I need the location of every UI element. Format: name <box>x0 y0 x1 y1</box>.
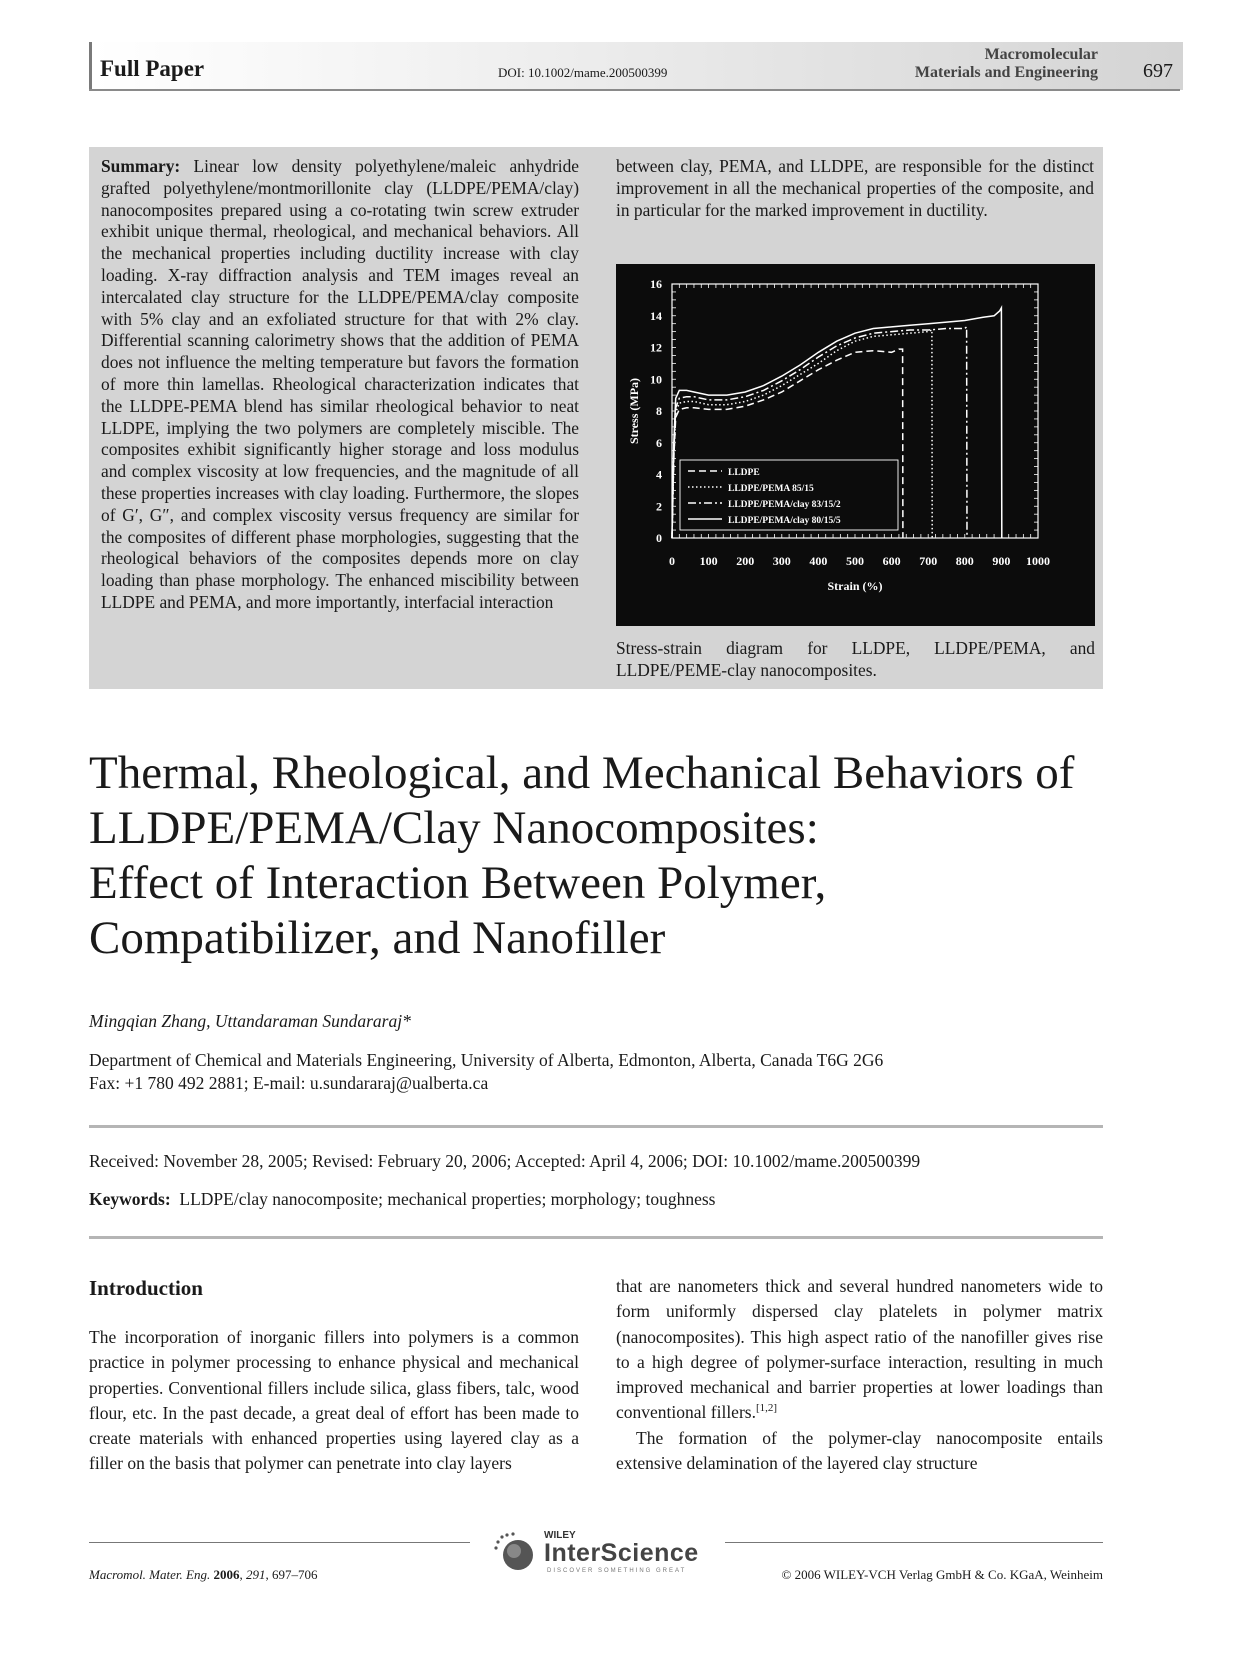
y-tick-label: 2 <box>656 499 662 514</box>
legend-label: LLDPE <box>728 468 760 478</box>
intro-column-2 <box>616 1274 1103 1476</box>
paragraph <box>616 1274 1103 1426</box>
y-tick-label: 12 <box>650 340 662 355</box>
x-tick-label: 500 <box>846 554 864 568</box>
x-tick-label: 700 <box>919 554 938 568</box>
y-tick-label: 4 <box>656 467 662 482</box>
figure-caption: Stress-strain diagram for LLDPE, LLDPE/PEMA, and LLDPE/PEME-clay nanocomposites. <box>616 638 1095 680</box>
title-line: Thermal, Rheological, and Mechanical Behaviors of <box>89 747 1075 799</box>
logo-name: InterScience <box>544 1539 699 1567</box>
header-rule <box>89 89 1180 91</box>
footer-copyright: © 2006 WILEY-VCH Verlag GmbH & Co. KGaA, Weinheim <box>781 1567 1103 1582</box>
x-tick-label: 900 <box>992 554 1011 568</box>
footer-rule <box>725 1542 1103 1543</box>
footer-rule <box>89 1542 470 1543</box>
legend-label: LLDPE/PEMA 85/15 <box>728 484 814 494</box>
title-line: Effect of Interaction Between Polymer, <box>89 857 827 909</box>
y-tick-label: 16 <box>650 277 662 291</box>
header-doi: DOI: 10.1002/mame.200500399 <box>498 65 668 80</box>
section-heading: Introduction <box>89 1276 203 1300</box>
received-dates: Received: November 28, 2005; Revised: February 20, 2006; Accepted: April 4, 2006; DOI: 10.1002/mame.200500399 <box>89 1151 921 1171</box>
x-tick-label: 300 <box>772 554 791 568</box>
citation-ref: [1,2] <box>755 1402 778 1415</box>
citation-volume: 291 <box>245 1567 266 1582</box>
legend-label: LLDPE/PEMA/clay 80/15/5 <box>728 516 841 526</box>
y-tick-label: 14 <box>650 308 662 323</box>
x-tick-label: 200 <box>736 554 755 568</box>
divider <box>89 1236 1103 1239</box>
keywords <box>89 1189 715 1210</box>
summary-label: Summary: <box>101 156 181 176</box>
journal-name-line2: Materials and Engineering <box>914 64 1098 81</box>
y-axis-label: Stress (MPa) <box>627 377 641 445</box>
y-tick-label: 10 <box>650 372 662 387</box>
x-axis-label: Strain (%) <box>827 579 883 593</box>
x-tick-label: 400 <box>809 554 828 568</box>
stress-strain-figure <box>616 264 1095 626</box>
divider <box>89 1125 1103 1128</box>
keywords-text: LLDPE/clay nanocomposite; mechanical properties; morphology; toughness <box>179 1189 716 1209</box>
x-tick-label: 0 <box>669 554 675 568</box>
logo-tagline: DISCOVER SOMETHING GREAT <box>547 1568 687 1574</box>
legend-label: LLDPE/PEMA/clay 83/15/2 <box>728 500 841 510</box>
x-tick-label: 600 <box>882 554 901 568</box>
title-line: Compatibilizer, and Nanofiller <box>89 912 666 964</box>
summary-text: Linear low density polyethylene/maleic anhydride grafted polyethylene/montmorillonite clay (LLDPE/PEMA/clay) nanocomposites prepared using a co-rotating twin screw extruder exhibit unique thermal, rheological, and mechanical behaviors. All the mechanical properties including ductility increase with clay loading. X-ray diffraction analysis and TEM images reveal an intercalated clay structure for the LLDPE/PEMA/clay composite with 5% clay and an exfoliated structure for that with 2% clay. Differential scanning calorimetry shows that the addition of PEMA does not influence the melting temperature but favors the formation of more thin lamellas. Rheological characterization indicates that the LLDPE-PEMA blend has similar rheological behavior to neat LLDPE, implying the two polymers are completely miscible. The composites exhibit significantly higher storage and loss modulus and complex viscosity at low frequencies, and the magnitude of all these properties increases with clay loading. Furthermore, the slopes of G′, G″, and complex viscosity versus frequency are similar for the composites of different phase morphologies, suggesting that the rheological behaviors of the composites depends more on clay loading than phase morphology. The enhanced miscibility between LLDPE and PEMA, and more importantly, interfacial interaction <box>101 156 579 612</box>
citation-pages: , 697–706 <box>265 1567 318 1582</box>
abstract-col2: between clay, PEMA, and LLDPE, are responsible for the distinct improvement in all the mechanical properties of the composite, and in particular for the marked improvement in ductility. <box>616 156 1094 220</box>
citation-journal: Macromol. Mater. Eng. <box>89 1567 211 1582</box>
section-label: Full Paper <box>100 56 205 81</box>
footer-citation: Macromol. Mater. Eng. 2006, 291, 697–706 <box>89 1567 318 1582</box>
x-tick-label: 100 <box>699 554 718 568</box>
x-tick-label: 800 <box>955 554 974 568</box>
abstract-col1 <box>101 156 579 614</box>
y-tick-label: 8 <box>656 404 662 418</box>
stress-strain-chart <box>616 264 1095 626</box>
y-tick-label: 6 <box>656 435 662 450</box>
title-line: LLDPE/PEMA/Clay Nanocomposites: <box>89 802 819 854</box>
logo-brand: WILEY <box>544 1530 576 1541</box>
y-tick-label: 0 <box>656 531 662 545</box>
citation-year: 2006 <box>213 1567 240 1582</box>
paragraph: The formation of the polymer-clay nanocomposite entails extensive delamination of the layered clay structure <box>616 1427 1103 1474</box>
x-tick-label: 1000 <box>1026 554 1050 568</box>
authors: Mingqian Zhang, Uttandaraman Sundararaj* <box>89 1011 411 1031</box>
paragraph-text: that are nanometers thick and several hundred nanometers wide to form uniformly dispersed clay platelets in polymer matrix (nanocomposites). This high aspect ratio of the nanofiller gives rise to a high degree of polymer-surface interaction, resulting in much improved mechanical and barrier properties at lower loadings than conventional fillers. <box>616 1276 1103 1423</box>
keywords-label: Keywords: <box>89 1189 171 1209</box>
page-number: 697 <box>1143 60 1173 82</box>
plot-frame <box>672 284 1038 538</box>
paper-title <box>89 746 1129 966</box>
journal-name-line1: Macromolecular <box>984 46 1098 63</box>
contact-info: Fax: +1 780 492 2881; E-mail: u.sundararaj@ualberta.ca <box>89 1073 489 1093</box>
affiliation: Department of Chemical and Materials Engineering, University of Alberta, Edmonton, Alberta, Canada T6G 2G6 <box>89 1050 884 1070</box>
intro-column-1: The incorporation of inorganic fillers into polymers is a common practice in polymer processing to enhance physical and mechanical properties. Conventional fillers include silica, glass fibers, talc, wood flour, etc. In the past decade, a great deal of effort has been made to create materials with enhanced properties using layered clay as a filler on the basis that polymer can penetrate into clay layers <box>89 1327 579 1474</box>
